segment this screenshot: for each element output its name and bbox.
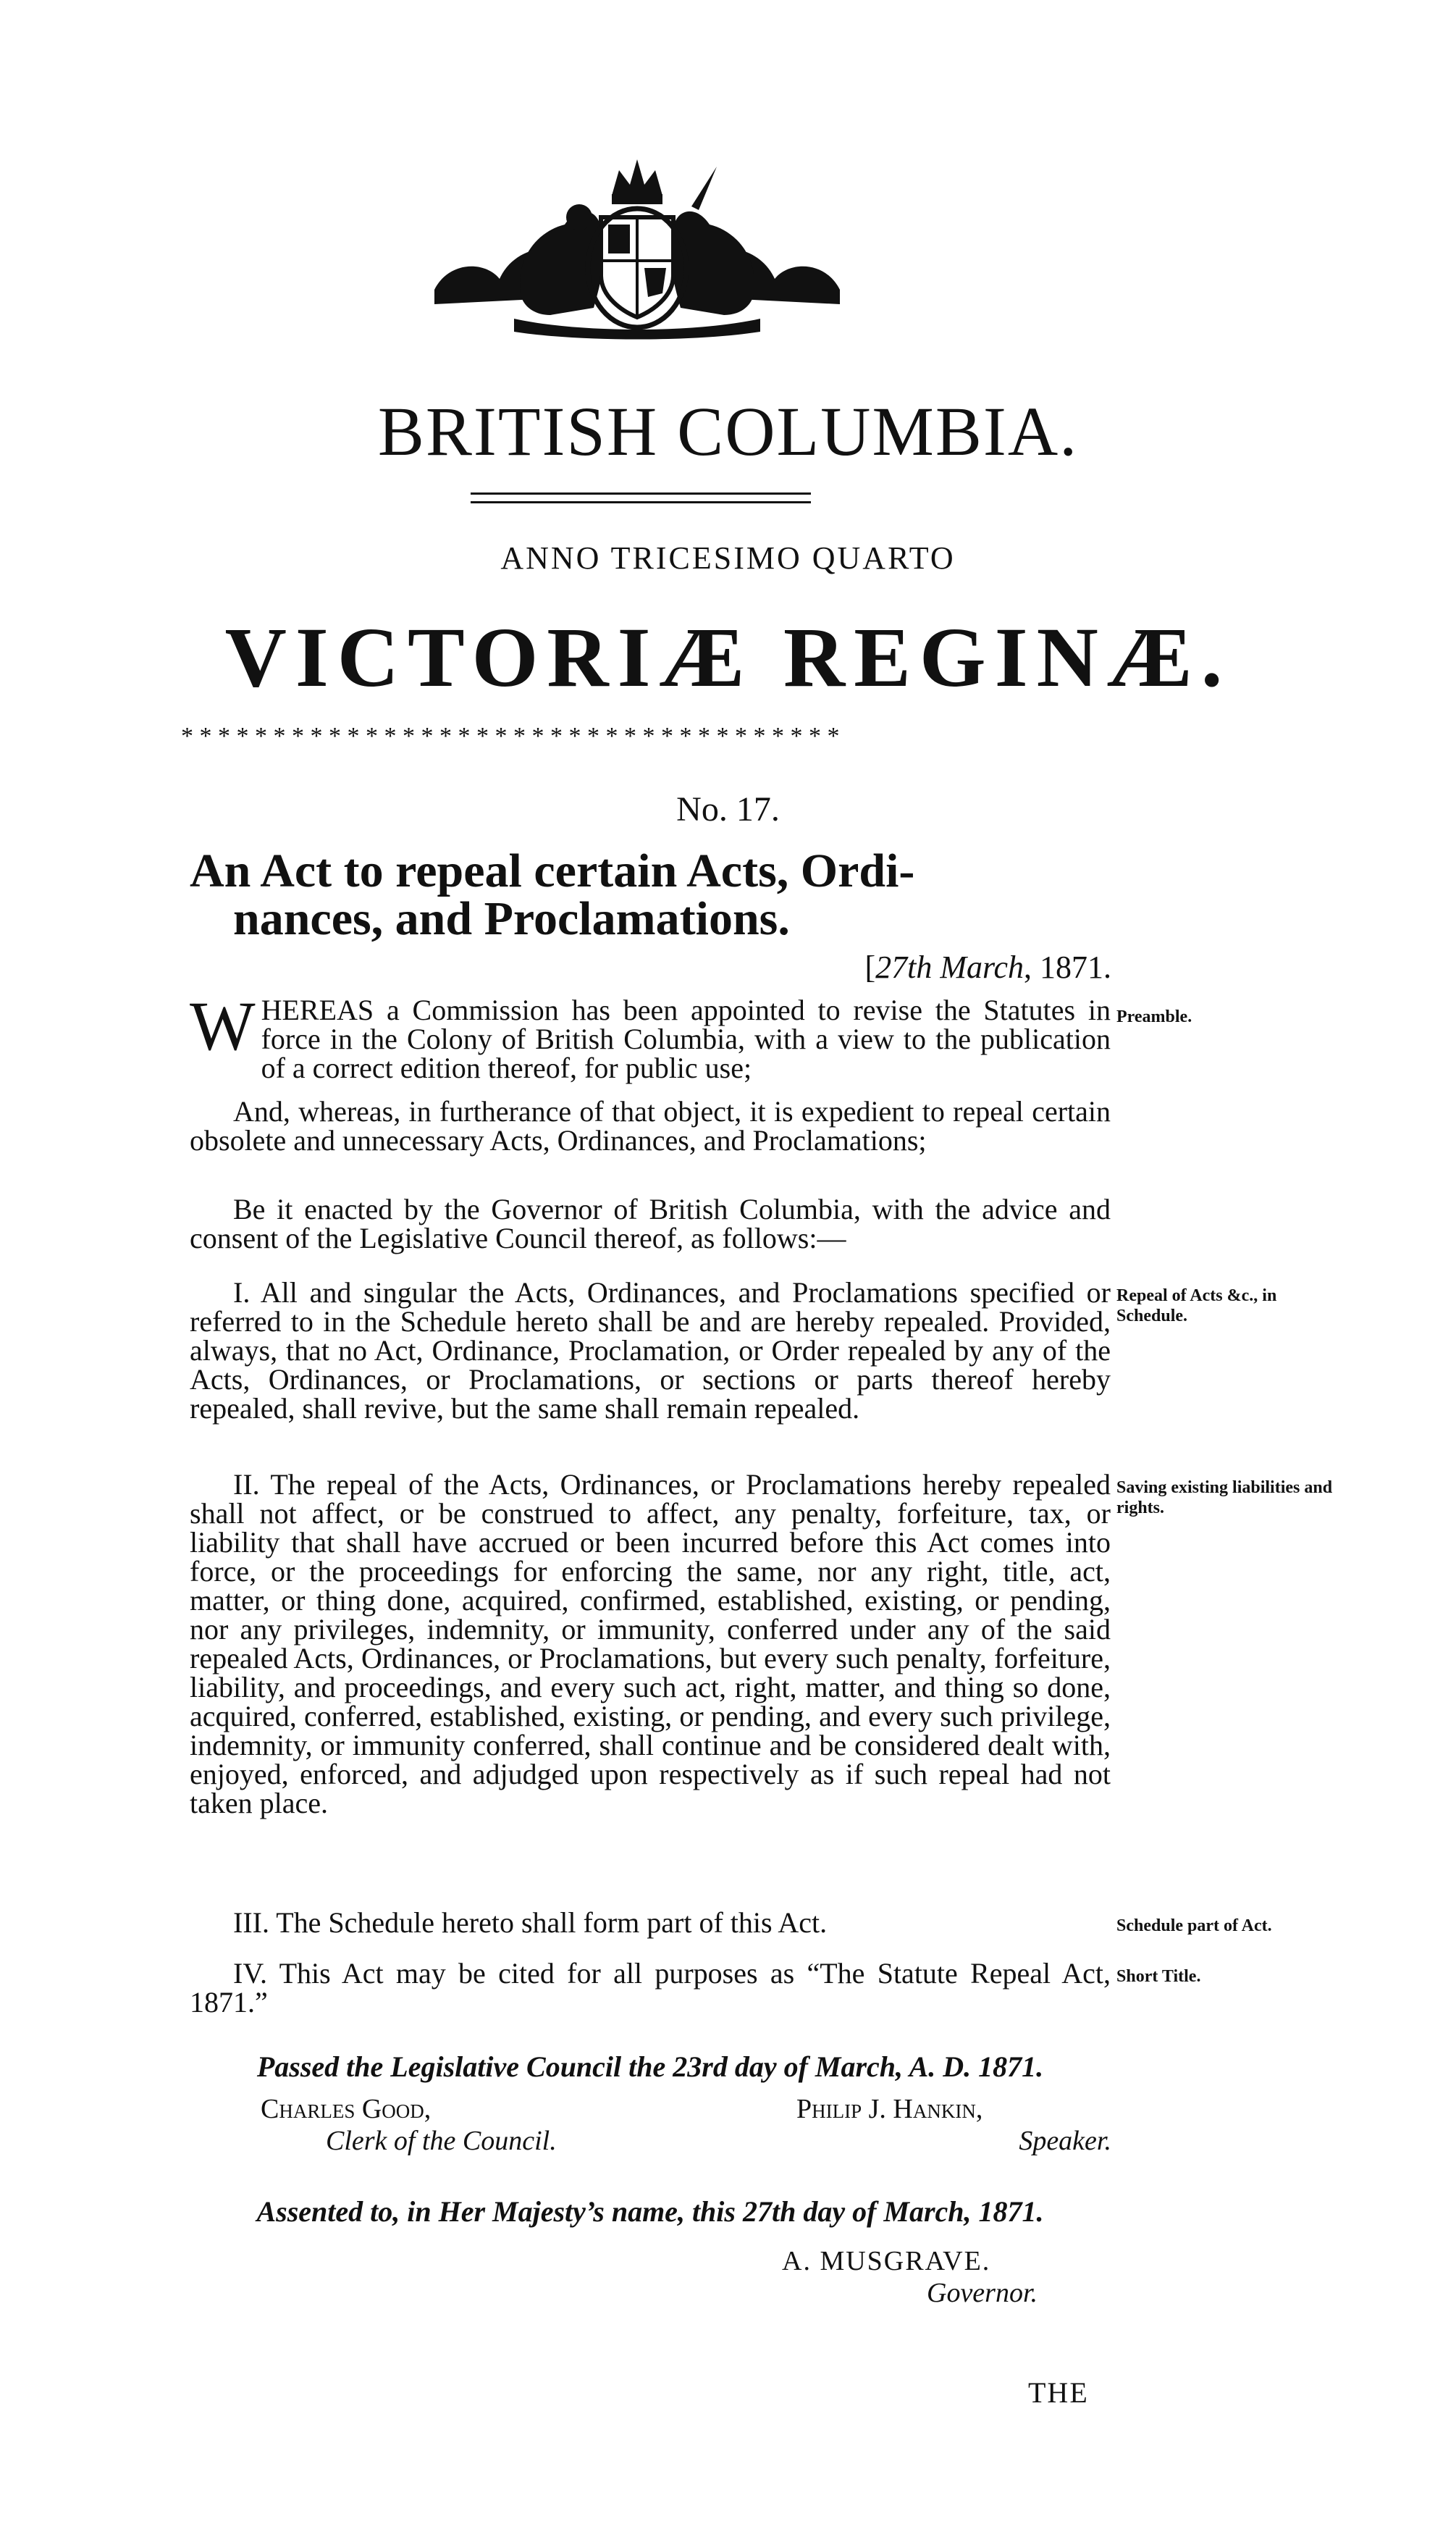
margin-note-saving: Saving existing liabilities and rights. — [1116, 1478, 1333, 1517]
governor-title: Governor. — [927, 2278, 1038, 2308]
governor-signature — [782, 2245, 1111, 2309]
act-title-line-2: nances, and Proclamations. — [233, 892, 790, 945]
assent-statement: Assented to, in Her Majesty’s name, this 27th day of March, 1871. — [256, 2195, 1044, 2228]
section-2: II. The repeal of the Acts, Ordinances, or Proclamations hereby repealed shall not affect, or be construed to affect, any penalty, forfeiture, tax, or liability that shall have accrued or been incurred before this Act comes into force, or the proceedings for enforcing the same, nor any right, title, act, matter, or thing done, acquired, confirmed, established, existing, or pending, nor any privileges, indemnity, or immunity, conferred under any of the said repealed Acts, Ordinances, or Proclamations, but every such penalty, forfeiture, liability, and proceedings, and every such act, right, matter, and thing so done, acquired, conferred, established, existing, or pending, and every such privilege, indemnity, or immunity conferred, shall continue and be considered dealt with, enjoyed, enforced, and adjudged upon respectively as if such repeal had not taken place. — [190, 1468, 1111, 1819]
act-number: No. 17. — [676, 790, 780, 829]
act-date — [833, 949, 1111, 986]
act-title-line-1: An Act to repeal certain Acts, Ordi- — [190, 844, 915, 897]
preamble-paragraph-1 — [190, 987, 1111, 1084]
passed-statement: Passed the Legislative Council the 23rd day of March, A. D. 1871. — [256, 2050, 1044, 2083]
clerk-name: Charles Good, — [261, 2094, 432, 2124]
section-3: III. The Schedule hereto shall form part of this Act. — [233, 1906, 828, 1939]
section-4: IV. This Act may be cited for all purposes as “The Statute Repeal Act, 1871.” — [190, 1957, 1111, 2019]
clerk-title: Clerk of the Council. — [326, 2126, 557, 2156]
regnal-heading: VICTORIÆ REGINÆ. — [224, 610, 1232, 705]
speaker-signature — [782, 2093, 1111, 2157]
margin-note-short-title: Short Title. — [1116, 1967, 1201, 1986]
jurisdiction-heading: BRITISH COLUMBIA. — [377, 393, 1079, 470]
regnal-year: ANNO TRICESIMO QUARTO — [500, 540, 956, 576]
margin-note-schedule: Schedule part of Act. — [1116, 1916, 1272, 1935]
date-year: , 1871. — [1024, 950, 1111, 985]
speaker-title: Speaker. — [1019, 2126, 1111, 2156]
governor-name: A. MUSGRAVE. — [782, 2246, 991, 2276]
double-rule-bottom — [471, 501, 811, 503]
double-rule-top — [471, 492, 811, 495]
clerk-signature — [261, 2093, 557, 2157]
margin-note-preamble: Preamble. — [1116, 1007, 1192, 1026]
section-1: I. All and singular the Acts, Ordinances, and Proclamations specified or referred to in the Schedule hereto shall be and are hereby repealed. Provided, always, that no Act, Ordinance, Proclamation, or Order repealed by any of the Acts, Ordinances, or Proclamations, or sections or parts thereof hereby repealed, shall revive, but the same shall remain repealed. — [190, 1276, 1111, 1425]
star-divider: * * * * * * * * * * * * * * * * * * * * * * * * * * * * * * * * * * * * — [181, 724, 840, 749]
drop-cap: W — [190, 987, 256, 1065]
preamble-text-1: HEREAS a Commission has been appointed to revise the Statutes in force in the Colony of British Columbia, with a view to the publication of a correct edition thereof, for public use; — [261, 994, 1111, 1084]
act-title — [190, 844, 1116, 945]
margin-note-repeal: Repeal of Acts &c., in Schedule. — [1116, 1286, 1277, 1325]
date-bracket: [ — [864, 950, 876, 985]
enacting-clause: Be it enacted by the Governor of British Columbia, with the advice and consent of the Legislative Council thereof, as follows:— — [190, 1193, 1111, 1254]
speaker-name: Philip J. Hankin, — [796, 2094, 983, 2124]
date-day-month: 27th March — [875, 950, 1024, 985]
catchword: THE — [1028, 2376, 1089, 2409]
preamble-paragraph-2: And, whereas, in furtherance of that object, it is expedient to repeal certain obsolete and unnecessary Acts, Ordinances, and Proclamations; — [190, 1095, 1111, 1157]
royal-arms-emblem — [405, 152, 869, 340]
